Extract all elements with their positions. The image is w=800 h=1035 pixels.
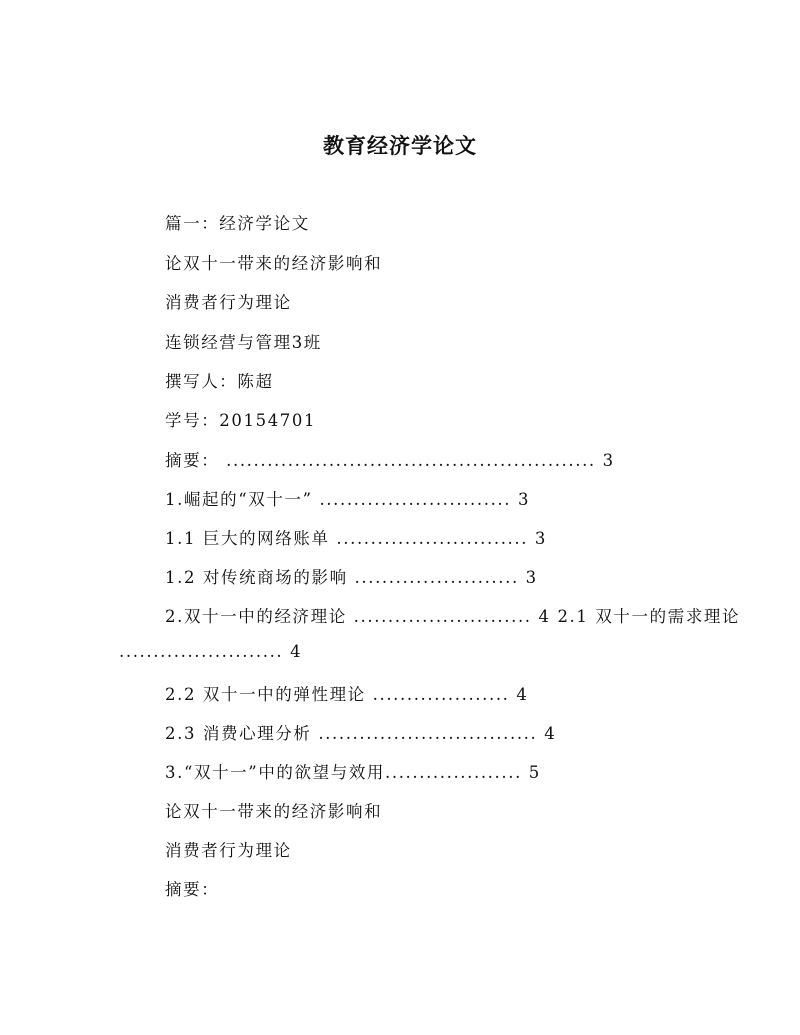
text-line-paper-title-2: 消费者行为理论 (165, 293, 292, 312)
document-title: 教育经济学论文 (323, 134, 477, 158)
toc-entry-1: 1.崛起的“双十一” ............................ 3 (165, 490, 531, 509)
toc-entry-2-1-continuation: ........................ 4 (119, 642, 303, 661)
text-line-paper-title-1: 论双十一带来的经济影响和 (165, 254, 383, 273)
text-line-class: 连锁经营与管理3班 (165, 333, 322, 352)
text-line-abstract-label: 摘要： (165, 880, 220, 899)
toc-entry-3: 3.“双十一”中的欲望与效用.................... 5 (165, 763, 541, 782)
toc-entry-2: 2.双十一中的经济理论 .......................... 4 2.1 双十一的需求理论 (165, 607, 741, 626)
text-line-student-id: 学号：20154701 (165, 411, 317, 430)
text-line-heading-1: 论双十一带来的经济影响和 (165, 802, 383, 821)
toc-entry-2-3: 2.3 消费心理分析 ................................ 4 (165, 724, 557, 743)
toc-entry-1-2: 1.2 对传统商场的影响 ........................ 3 (165, 568, 538, 587)
toc-entry-1-1: 1.1 巨大的网络账单 ............................ 3 (165, 529, 548, 548)
text-line-heading-2: 消费者行为理论 (165, 841, 292, 860)
text-line-article-label: 篇一：经济学论文 (165, 214, 310, 233)
toc-entry-2-2: 2.2 双十一中的弹性理论 .................... 4 (165, 685, 529, 704)
toc-entry-abstract: 摘要： ...................................................... 3 (165, 451, 615, 470)
text-line-author: 撰写人：陈超 (165, 372, 274, 391)
